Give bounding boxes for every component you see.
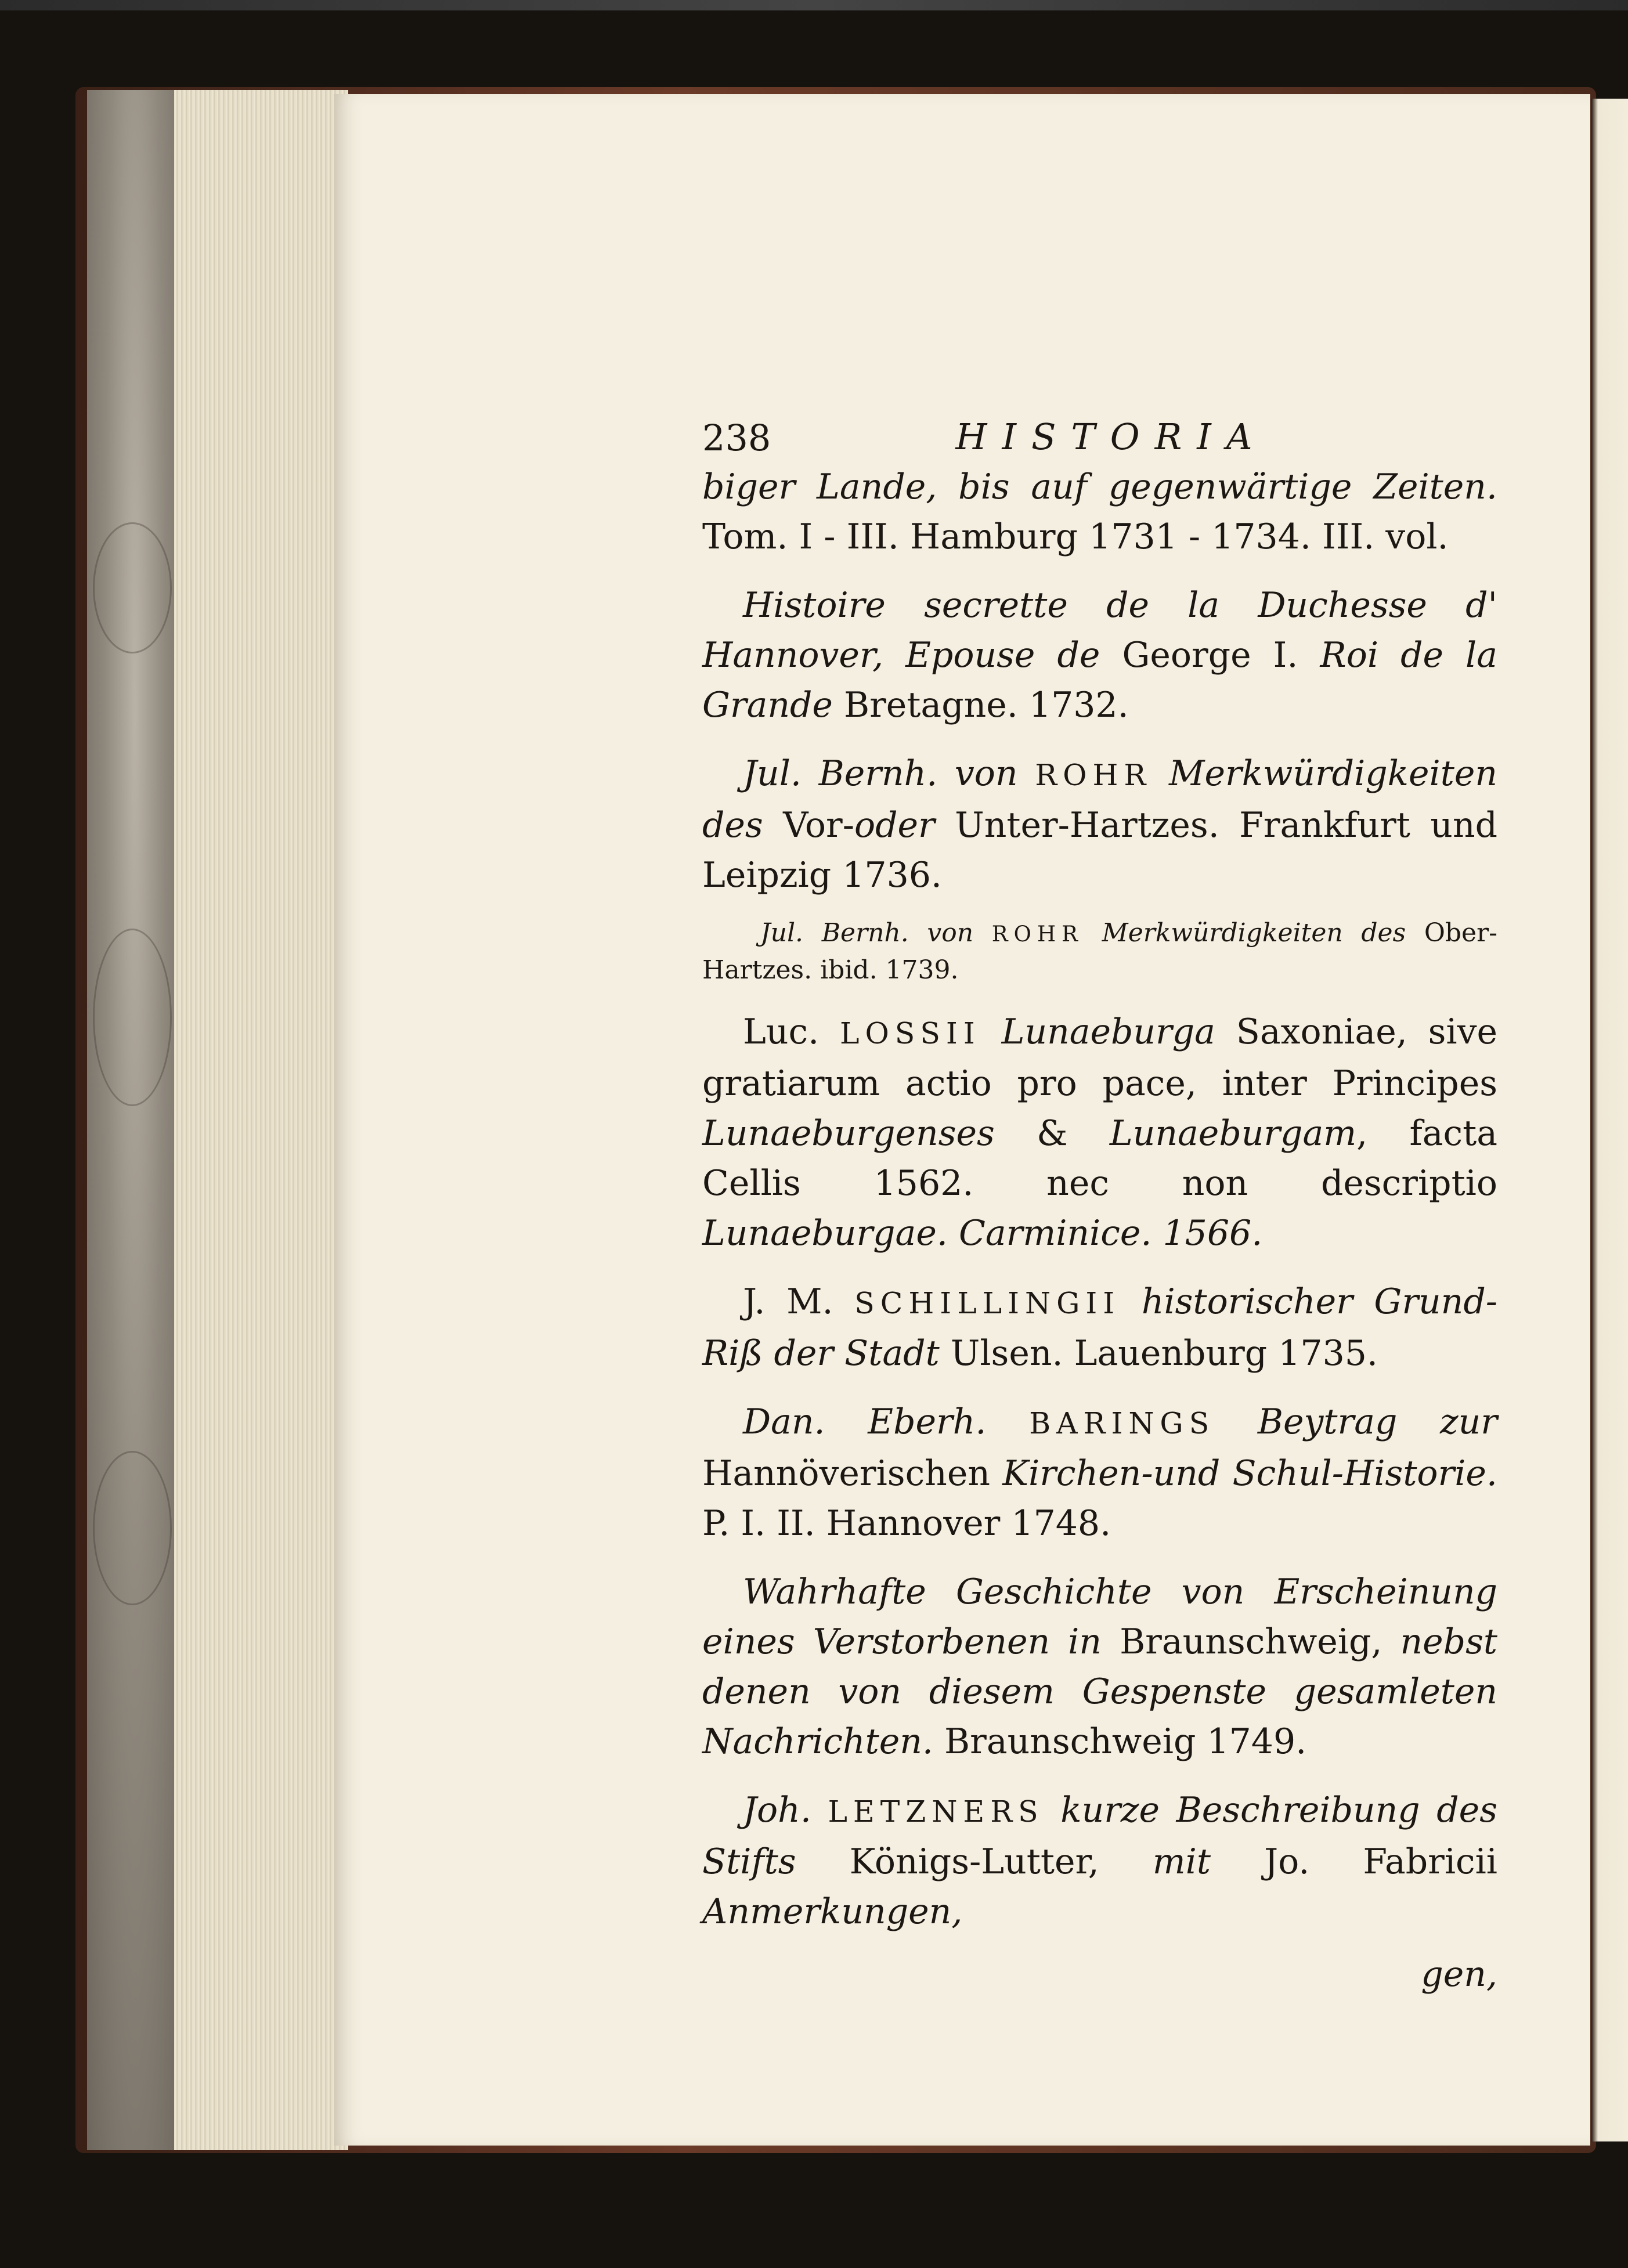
entry-author: Luc.: [743, 1012, 840, 1052]
entry-title: oder: [854, 805, 935, 846]
entry-title: Kirchen-und Schul-Historie.: [1002, 1453, 1497, 1494]
entry-text: Ulsen. Lauenburg 1735.: [939, 1333, 1378, 1374]
facing-page-edge: [1591, 99, 1628, 2141]
entry-title: historischer Grund-Riß der Stadt: [702, 1281, 1497, 1374]
entry-title: Lunaeburga: [1001, 1012, 1215, 1052]
entry-title: kurze Beschreibung des Stifts: [702, 1790, 1497, 1882]
bibliography-entry: [702, 1397, 1497, 1548]
entry-text: Ober-Hartzes. ibid. 1739.: [702, 918, 1497, 985]
entry-author: Jul. Bernh. von: [743, 753, 1018, 794]
entry-title: Lunaeburgenses: [702, 1113, 995, 1154]
marble-swirl: [93, 929, 172, 1106]
entry-text: Tom. I - III. Hamburg 1731 - 1734. III. vol.: [702, 517, 1449, 557]
entry-text: George I.: [1100, 635, 1320, 676]
page-text: [702, 406, 1497, 1999]
bibliography-entry: [702, 1277, 1497, 1378]
entry-title: Roi de la Grande: [702, 635, 1498, 725]
catchword: gen,: [1421, 1954, 1497, 1995]
author-name: ROHR: [991, 922, 1084, 947]
bibliography-entry: [702, 1567, 1497, 1767]
entry-title: biger Lande, bis auf gegenwärtige Zeiten.: [702, 467, 1497, 507]
entry-title: Merkwürdigkeiten des: [1102, 918, 1406, 948]
entry-text: Hannöverischen: [702, 1453, 1003, 1494]
entry-title: mit: [1152, 1841, 1211, 1882]
entry-title: Lunaeburgam: [1109, 1113, 1357, 1154]
entry-author: Dan. Eberh.: [743, 1402, 1030, 1442]
bibliography-entry: [702, 580, 1497, 730]
marbled-endpaper: [87, 90, 174, 2150]
author-name: SCHILLINGII: [854, 1286, 1121, 1320]
entry-text: Bretagne. 1732.: [832, 685, 1129, 725]
entry-title: Histoire secrette de la Duchesse d' Hannover, Epouse de: [702, 585, 1497, 676]
entry-title: Wahrhafte Geschichte von Erscheinung eines Verstorbenen in: [702, 1572, 1497, 1662]
entry-text: &: [994, 1113, 1110, 1154]
author-name: ROHR: [1035, 758, 1152, 792]
bibliography-entry: [702, 1785, 1497, 1937]
author-name: LETZNERS: [828, 1794, 1044, 1829]
bibliography-entry: [702, 1007, 1497, 1258]
author-name: BARINGS: [1029, 1406, 1215, 1440]
author-name: LOSSII: [840, 1016, 981, 1050]
entry-text: Braunschweig,: [1102, 1621, 1400, 1662]
entry-text: , facta Cellis 1562. nec non descriptio: [702, 1113, 1498, 1204]
marble-swirl: [93, 522, 172, 653]
entry-text: Braunschweig 1749.: [933, 1721, 1307, 1762]
page-header: [702, 406, 1497, 464]
entry-title: Merkwürdigkeiten des: [702, 753, 1498, 846]
entry-author: Joh.: [743, 1790, 828, 1830]
entry-title: Anmerkungen,: [702, 1891, 963, 1932]
bibliography-subentry: [702, 915, 1497, 988]
entry-text: Königs-Lutter,: [796, 1841, 1153, 1882]
entry-title: Beytrag zur: [1257, 1402, 1497, 1442]
page-number: 238: [702, 417, 771, 459]
entry-text: Vor-: [763, 805, 855, 846]
entry-author: J. M.: [743, 1281, 855, 1322]
scan-edge-bar: [0, 0, 1628, 10]
page-block-edges: [174, 90, 348, 2150]
entry-text: Saxoniae, sive gratiarum actio pro pace, inter Principes: [702, 1012, 1497, 1104]
entry-author: Jul. Bernh. von: [760, 918, 974, 948]
marble-swirl: [93, 1451, 172, 1605]
entry-text: Jo. Fabricii: [1210, 1841, 1497, 1882]
entry-text: P. I. II. Hannover 1748.: [702, 1503, 1111, 1544]
bibliography-entry: [702, 462, 1497, 562]
running-title: HISTORIA: [955, 416, 1268, 458]
entry-title: Lunaeburgae. Carminice. 1566.: [702, 1213, 1263, 1254]
entry-title: nebst denen von diesem Gespenste gesamleten Nachrichten.: [702, 1621, 1497, 1762]
bibliography-entry: [702, 749, 1497, 900]
entry-text: Unter-Hartzes. Frankfurt und Leipzig 1736.: [702, 805, 1497, 895]
